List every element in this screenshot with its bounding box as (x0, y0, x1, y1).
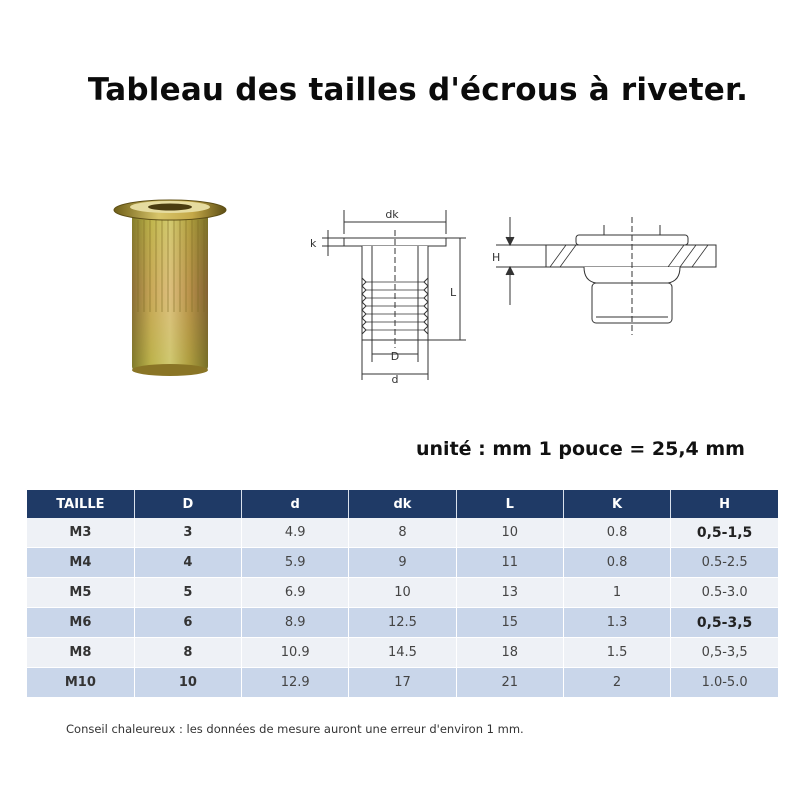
cell-dk: 10 (349, 578, 456, 608)
cell-size: M5 (27, 578, 134, 608)
rivet-nut-photo (108, 192, 232, 382)
footer-note: Conseil chaleureux : les données de mesure auront une erreur d'environ 1 mm. (66, 722, 524, 736)
cell-size: M6 (27, 608, 134, 638)
cell-d-outer: 5.9 (242, 548, 349, 578)
cell-d-outer: 10.9 (242, 638, 349, 668)
cell-size: M10 (27, 668, 134, 698)
small-d-label: d (391, 373, 399, 385)
rivet-nut-section-diagram (300, 200, 470, 385)
cell-d-inner: 8 (134, 638, 241, 668)
h-label: H (492, 251, 501, 264)
cell-d-inner: 4 (134, 548, 241, 578)
unit-note: unité : mm 1 pouce = 25,4 mm (416, 438, 745, 460)
cell-dk: 8 (349, 518, 456, 548)
cell-d-inner: 5 (134, 578, 241, 608)
table-row (27, 668, 778, 698)
table-row (27, 638, 778, 668)
header-h: H (671, 490, 778, 518)
cell-d-outer: 8.9 (242, 608, 349, 638)
header-k: K (563, 490, 670, 518)
cell-k: 1.5 (563, 638, 670, 668)
cell-h: 0.5-3.0 (671, 578, 778, 608)
cell-dk: 12.5 (349, 608, 456, 638)
cell-d-outer: 12.9 (242, 668, 349, 698)
table-row (27, 578, 778, 608)
cell-size: M4 (27, 548, 134, 578)
cell-l: 18 (456, 638, 563, 668)
cell-l: 11 (456, 548, 563, 578)
cell-d-inner: 3 (134, 518, 241, 548)
cell-dk: 9 (349, 548, 456, 578)
cell-d-inner: 6 (134, 608, 241, 638)
installed-rivet-nut-diagram (488, 205, 728, 345)
cell-h: 0.5-2.5 (671, 548, 778, 578)
cell-d-outer: 4.9 (242, 518, 349, 548)
cell-d-outer: 6.9 (242, 578, 349, 608)
cell-l: 21 (456, 668, 563, 698)
cell-k: 0.8 (563, 548, 670, 578)
header-d-outer: d (242, 490, 349, 518)
table-row (27, 518, 778, 548)
header-dk: dk (349, 490, 456, 518)
cell-size: M3 (27, 518, 134, 548)
table-row (27, 548, 778, 578)
cell-h: 0,5-3,5 (671, 608, 778, 638)
table-header-row (27, 490, 778, 518)
big-d-label: D (390, 350, 400, 363)
cell-k: 2 (563, 668, 670, 698)
cell-k: 1 (563, 578, 670, 608)
cell-h: 1.0-5.0 (671, 668, 778, 698)
cell-k: 0.8 (563, 518, 670, 548)
cell-l: 15 (456, 608, 563, 638)
cell-l: 10 (456, 518, 563, 548)
page-title: Tableau des tailles d'écrous à riveter. (87, 72, 749, 108)
size-table (27, 490, 778, 698)
cell-h: 0,5-1,5 (671, 518, 778, 548)
header-l: L (456, 490, 563, 518)
cell-k: 1.3 (563, 608, 670, 638)
table-row (27, 608, 778, 638)
k-label: k (310, 237, 317, 250)
cell-dk: 17 (349, 668, 456, 698)
cell-l: 13 (456, 578, 563, 608)
header-taille: TAILLE (27, 490, 134, 518)
cell-dk: 14.5 (349, 638, 456, 668)
dk-label: dk (385, 208, 399, 221)
cell-d-inner: 10 (134, 668, 241, 698)
cell-h: 0,5-3,5 (671, 638, 778, 668)
l-label: L (450, 286, 457, 299)
header-d-inner: D (134, 490, 241, 518)
cell-size: M8 (27, 638, 134, 668)
